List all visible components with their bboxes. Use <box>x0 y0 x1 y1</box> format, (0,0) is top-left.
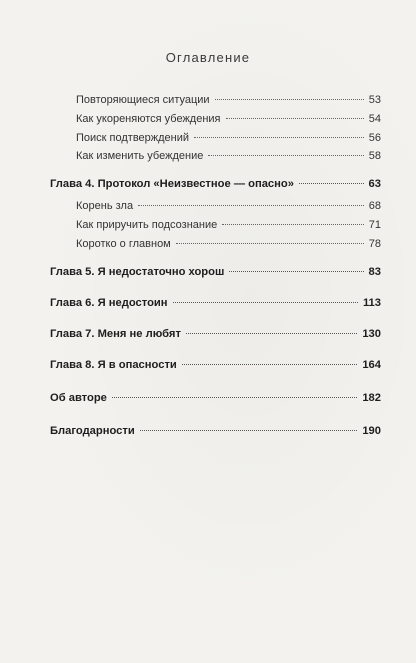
toc-entry-label: Как изменить убеждение <box>76 150 204 162</box>
toc-chapter <box>50 296 381 310</box>
toc-leader-dots <box>182 363 358 365</box>
toc-entry-label: Об авторе <box>50 392 107 404</box>
toc-entry-label: Поиск подтверждений <box>76 132 190 144</box>
toc-entry-page: 78 <box>368 238 381 250</box>
toc-entry-label: Глава 5. Я недостаточно хорош <box>50 266 225 278</box>
toc-entry <box>76 131 381 145</box>
toc-leader-dots <box>226 117 364 119</box>
toc-chapter <box>50 327 381 341</box>
toc-entry-page: 182 <box>362 392 381 404</box>
toc-chapter <box>50 391 381 405</box>
toc-entry-page: 56 <box>368 132 381 144</box>
toc-entry-label: Как укореняются убеждения <box>76 113 221 125</box>
toc-entry <box>76 93 381 107</box>
toc-entry-page: 190 <box>362 425 381 437</box>
toc-entry-page: 58 <box>368 150 381 162</box>
toc-leader-dots <box>176 242 364 244</box>
toc-leader-dots <box>138 204 364 206</box>
toc-entry-page: 83 <box>368 266 381 278</box>
toc-entry-page: 71 <box>368 219 381 231</box>
toc-leader-dots <box>299 182 364 184</box>
toc-entry <box>76 199 381 213</box>
toc-entry-label: Глава 8. Я в опасности <box>50 359 177 371</box>
toc-entry-page: 68 <box>368 200 381 212</box>
toc-title: Оглавление <box>165 50 251 65</box>
toc-entry-label: Как приручить подсознание <box>76 219 218 231</box>
toc-entry-page: 54 <box>368 113 381 125</box>
toc-entry-page: 53 <box>368 94 381 106</box>
toc-entry-label: Глава 4. Протокол «Неизвестное — опасно» <box>50 178 294 190</box>
toc-leader-dots <box>208 154 363 156</box>
toc-leader-dots <box>140 429 358 431</box>
toc-chapter <box>50 177 381 191</box>
toc-entry-label: Повторяющиеся ситуации <box>76 94 210 106</box>
toc-entry <box>76 112 381 126</box>
toc-entry-page: 164 <box>362 359 381 371</box>
toc-leader-dots <box>194 136 364 138</box>
toc-entry-label: Корень зла <box>76 200 134 212</box>
toc-chapter <box>50 424 381 438</box>
toc-entry-page: 113 <box>362 297 381 309</box>
toc-entry-page: 130 <box>362 328 381 340</box>
toc-entry-page: 63 <box>368 178 381 190</box>
toc-entry-label: Глава 6. Я недостоин <box>50 297 168 309</box>
toc-entry <box>76 237 381 251</box>
toc-leader-dots <box>173 301 358 303</box>
toc-leader-dots <box>229 270 363 272</box>
toc-entry <box>76 218 381 232</box>
toc-entry <box>76 149 381 163</box>
toc-chapter <box>50 358 381 372</box>
toc-leader-dots <box>215 98 364 100</box>
toc-leader-dots <box>112 396 357 398</box>
toc-leader-dots <box>222 223 364 225</box>
toc-leader-dots <box>186 332 357 334</box>
toc-entry-label: Глава 7. Меня не любят <box>50 328 181 340</box>
toc-chapter <box>50 265 381 279</box>
toc-entry-label: Коротко о главном <box>76 238 171 250</box>
toc-entry-label: Благодарности <box>50 425 135 437</box>
